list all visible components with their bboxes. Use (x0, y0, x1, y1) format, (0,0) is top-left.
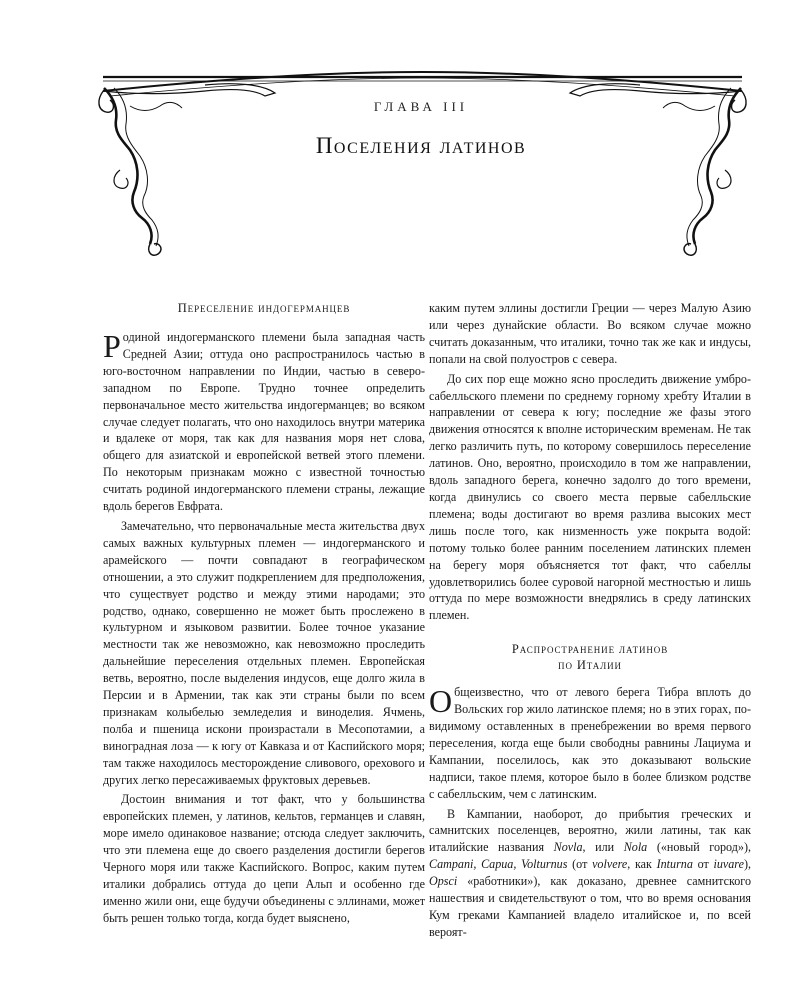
italic-term: Campani, Capua, Volturnus (429, 857, 568, 872)
chapter-ornamental-frame (0, 0, 800, 260)
italic-term: iuvare (713, 857, 744, 872)
chapter-label: ГЛАВА III (373, 99, 469, 114)
italic-term: Nola (623, 840, 648, 855)
paragraph: Достоин внимания и тот факт, что у большинства европейских племен, у латинов, кельтов, германцев и славян, море имело одинаковое название; отсюда следует заключить, что эти племена еще до своего разделения достигли берегов Черного моря или также Каспийского. Вопрос, каким путем италики добрались оттуда до цепи Альп и особенно где именно жили они, еще будучи объединены с эллинами, может быть решен только тогда, когда будет выяснено, (103, 792, 425, 925)
right-column (429, 300, 751, 941)
section-heading: Переселение индогерманцев (177, 301, 351, 315)
paragraph: До сих пор еще можно ясно проследить движение умбро-сабелльского племени по среднему горному хребту Италии в направлении от севера к югу; последние же фазы этого движения относятся к вполне историческим временам. Не так легко различить путь, по которому совершилось переселение латинов. Оно, вероятно, происходило в том же направлении, вдоль западного берега, конечно задолго до того времени, когда двинулись со своего места первые сабелльские племена; воды достигают во время разлива высоких мест лишь после того, как низменность уже покрыта водой: потому только более ранним поселением латинских племен на берегу моря объясняется тот факт, что сабеллы удовлетворились более суровой нагорной местностью и лишь оттуда по мере возможности внедрялись в среду латинских племен. (429, 371, 751, 623)
italic-term: Novla (553, 840, 583, 855)
paragraph: Общеизвестно, что от левого берега Тибра вплоть до Вольских гор жило латинское племя; но в этих горах, по-видимому оставленных в пренебрежении во время первого переселения, когда еще были свободны равнины Лациума и Кампании, поселилось, как это доказывают вольские надписи, такое племя, которое было в более близком родстве с сабелльским, чем с латинским. (429, 683, 751, 801)
section-heading-line: по Италии (558, 658, 622, 673)
chapter-title: Поселения латинов (315, 133, 527, 158)
paragraph-with-italics: В Кампании, наоборот, до прибытия греческих и самнитских поселенцев, вероятно, жили латины, так как италийские названия Novla, или Nola («новый город»), Campani, Capua, Volturnus (от volvere, как Inturna от iuvare), Opsci «работники»), как доказано, древнее самнитского нашествия и свидетельствуют о том, что во время основания Кум греками Кампанией владело италийское и, по всей вероят- (429, 806, 751, 939)
paragraph: каким путем эллины достигли Греции — через Малую Азию или через дунайские области. Во всяком случае можно считать доказанным, что италики, точно так же как и индусы, попали на свой полуостров с севера. (429, 301, 751, 366)
paragraph: Родиной индогерманского племени была западная часть Средней Азии; оттуда оно распространилось частью в юго-восточном направлении по Индии, частью в северо-западном по Европе. Трудно точнее определить первоначальное место жительства индогерманцев; во всяком случае следует полагать, что оно находилось внутри материка и вдалеке от моря, так как для названия моря нет слова, общего для азиатской и европейской ветвей этого племени. По некоторым признакам можно с известной точностью считать родиной индогерманского племени страны, лежащие вдоль берегов Евфрата. (103, 328, 425, 514)
left-column (103, 300, 425, 927)
section-heading-line: Распространение латинов (511, 642, 669, 657)
section-heading (429, 641, 751, 673)
italic-term: Inturna (656, 857, 693, 872)
paragraph: Замечательно, что первоначальные места жительства двух самых важных культурных племен — индогерманского и арамейского — почти совпадают в географическом отношении, а это служит подкреплением для предположения, что существует родство и между этими народами; это родство, однако, совершенно не может быть прослежено в культурном и языковом развитии. Более точное указание местности так же невозможно, как невозможно проследить дальнейшие переселения отдельных племен. Европейская ветвь, вероятно, после выделения индусов, еще долго жила в Персии и в Армении, так как эти страны были по всем признакам колыбелью земледелия и виноделия. Ячмень, полба и пшеница искони произрастали в Месопотамии, а виноградная лоза — к югу от Кавказа и от Каспийского моря; там также находилось месторождение сливового, орехового и других легко пересаживаемых фруктовых деревьев. (103, 518, 425, 787)
italic-term: Opsci (429, 874, 458, 889)
italic-term: volvere (592, 857, 628, 872)
